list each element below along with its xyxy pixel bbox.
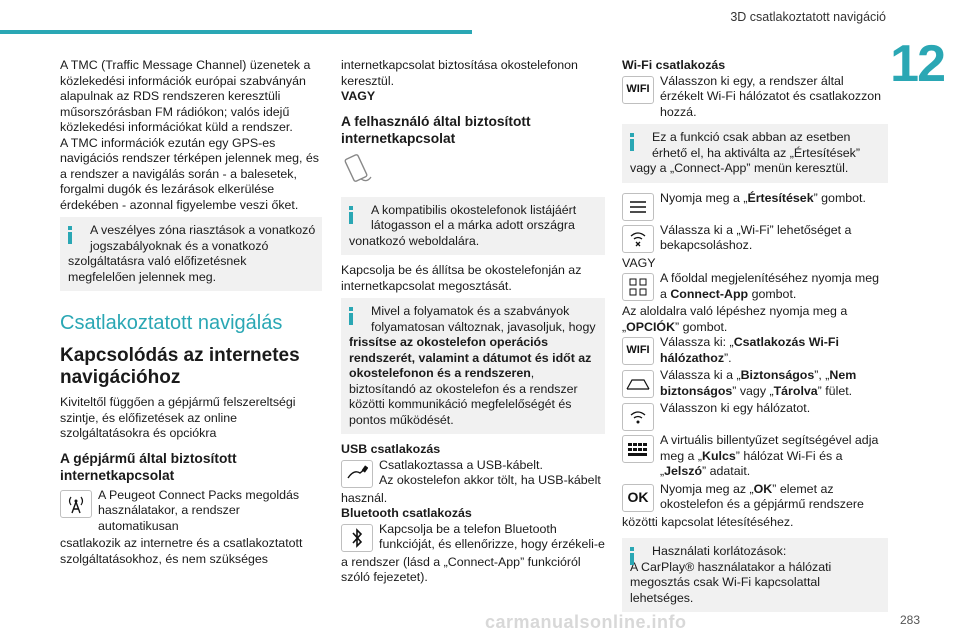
or-label: VAGY: [341, 89, 376, 103]
step-text: Az okostelefon akkor tölt, ha USB-kábelt: [379, 473, 601, 487]
paragraph: Kapcsolja be és állítsa be okostelefonján az internetkapcsolat megosztását.: [341, 263, 582, 293]
info-text: szolgáltatásra való előfizetésnek megfelelően jelennek meg.: [68, 254, 247, 284]
step-row: [622, 271, 888, 302]
step-text: A Peugeot Connect Packs megoldás használatakor, a rendszer automatikusan: [98, 487, 300, 533]
info-text: Használati korlátozások:: [652, 544, 787, 558]
column-3: [622, 58, 888, 620]
info-box: [341, 197, 605, 256]
step-row: [622, 368, 888, 399]
step-text: Nyomja meg a „: [660, 190, 748, 205]
column-1: [60, 58, 322, 567]
info-icon: [630, 547, 634, 565]
paragraph: A TMC (Traffic Message Channel) üzenetek a közlekedési információk európai szabványán alapulnak az RDS rendszeren keresztüli műsorszórásban FM rádiókon; valós idejű közlekedési információkat küld a rendszer.: [60, 58, 311, 134]
info-box: [60, 217, 322, 291]
info-text: , biztosítandó az okostelefon és a rendszer közötti kommunikáció megfelelőségét és pontos működését.: [349, 366, 578, 427]
info-bold-text: frissítse az okostelefon operációs rendszerét, valamint a dátumot és időt az okostelefonon és a rendszeren: [349, 335, 592, 380]
info-icon: [68, 226, 72, 244]
step-text: ” elemet az okostelefon és a gépjármű rendszere: [660, 481, 864, 511]
info-box: [622, 124, 888, 183]
chapter-number: 12: [890, 35, 944, 93]
info-text: Mivel a folyamatok és a szabványok folyamatosan változnak, javasoljuk, hogy: [371, 304, 596, 334]
step-text: Nyomja meg az „: [660, 481, 754, 496]
step-row: [622, 433, 888, 480]
antenna-icon: [60, 490, 92, 518]
step-text: ”.: [724, 350, 732, 365]
step-text-continued: közötti kapcsolat létesítéséhez.: [622, 514, 794, 529]
step-bold: Jelszó: [664, 464, 703, 478]
info-icon: [630, 133, 634, 151]
info-text: A kompatibilis okostelefonok listájáért látogasson el a márka adott országra: [371, 202, 577, 232]
info-text: Ez a funkció csak abban az esetben érhető el, ha aktiválta az „Értesítések”: [652, 130, 860, 160]
wifi-heading: Wi-Fi csatlakozás: [622, 58, 726, 72]
step-bold: Tárolva: [773, 383, 818, 398]
info-icon: [349, 206, 353, 224]
step-text: ” hálózat Wi-Fi és a „: [660, 448, 843, 478]
wifi-small-icon: [622, 403, 654, 431]
or-label: VAGY: [622, 255, 656, 270]
step-text: ” fület.: [817, 383, 853, 398]
step-row: [622, 223, 888, 254]
connect-app-icon: [622, 273, 654, 301]
step-row: [622, 401, 888, 431]
step-row: [622, 335, 888, 366]
page-number: 283: [899, 613, 920, 627]
subheading: A felhasználó által biztosított internetkapcsolat: [341, 113, 531, 146]
step-text: ” gombot.: [675, 319, 728, 334]
wifi-toggle-icon: [622, 225, 654, 253]
usb-heading: USB csatlakozás: [341, 442, 441, 456]
step-row: [341, 522, 605, 553]
step-text: ” gombot.: [813, 190, 866, 205]
keyboard-icon: [622, 435, 654, 463]
header-bar: [0, 30, 472, 34]
step-row: [341, 458, 605, 489]
step-bold: Biztonságos: [740, 368, 815, 382]
tabs-icon: [622, 370, 654, 398]
wifi-icon: WIFI: [622, 337, 654, 365]
step-text-continued: a rendszer (lásd a „Connect-App” funkcióról szóló fejezetet).: [341, 554, 581, 584]
step-text: ”, „: [814, 368, 830, 382]
step-text: A virtuális billentyűzet segítségével adja meg a „: [660, 433, 879, 463]
info-text: vonatkozó weboldalára.: [349, 233, 480, 248]
step-text: ” vagy „: [732, 383, 774, 398]
step-row: [622, 74, 888, 121]
column-2: [341, 58, 605, 586]
notifications-icon: [622, 193, 654, 221]
section-title: Csatlakoztatott navigálás: [60, 312, 283, 334]
step-bold: Kulcs: [702, 448, 736, 463]
watermark: carmanualsonline.info: [485, 612, 687, 632]
info-text: vagy a „Connect-App” menün keresztül.: [630, 161, 849, 175]
step-text: gombot.: [748, 286, 797, 301]
bluetooth-heading: Bluetooth csatlakozás: [341, 506, 472, 520]
info-box: [341, 298, 605, 434]
bluetooth-icon: [341, 524, 373, 552]
step-bold: Csatlakozás Wi-Fi hálózathoz: [660, 335, 839, 365]
step-text: Válassza ki: „: [660, 335, 734, 349]
step-text: ” adatait.: [702, 464, 751, 478]
info-text: A veszélyes zóna riasztások a vonatkozó jogszabályoknak és a vonatkozó: [90, 223, 316, 253]
step-text: Válasszon ki egy, a rendszer által érzékelt Wi-Fi hálózatot és csatlakozzon hozzá.: [660, 73, 882, 119]
info-box: [622, 538, 888, 612]
wifi-icon: WIFI: [622, 76, 654, 104]
phone-icon: [341, 151, 381, 189]
step-text-continued: csatlakozik az internetre és a csatlakoztatott szolgáltatásokhoz, és nem szükséges: [60, 536, 303, 566]
step-text: Válassza ki a „Wi-Fi” lehetőséget a bekapcsoláshoz.: [660, 222, 852, 252]
step-row: [622, 482, 888, 513]
step-text: Kapcsolja be a telefon Bluetooth funkcióját, és ellenőrizze, hogy érzékeli-e: [379, 521, 605, 551]
paragraph: Kiviteltől függően a gépjármű felszereltségi szintje, és előfizetések az online szolgáltatásokra és opciókra: [60, 395, 296, 440]
subheading: A gépjármű által biztosított internetkapcsolat: [60, 450, 237, 483]
step-text: Csatlakoztassa a USB-kábelt.: [379, 457, 543, 472]
step-bold: OPCIÓK: [626, 319, 676, 334]
header-title: 3D csatlakoztatott navigáció: [730, 10, 886, 24]
step-text: A főoldal megjelenítéséhez nyomja meg a: [660, 271, 880, 301]
step-text: Válassza ki a „: [660, 368, 741, 382]
step-bold: Értesítések: [747, 190, 814, 205]
heading: Kapcsolódás az internetes navigációhoz: [60, 345, 300, 388]
usb-icon: [341, 460, 373, 488]
info-icon: [349, 307, 353, 325]
step-row: [622, 191, 888, 221]
step-row: [60, 488, 322, 535]
paragraph: A TMC információk ezután egy GPS-es navigációs rendszer térképen jelennek meg, és a rendszer a navigálás során - a balesetek, forgalmi dugók és lezárások elkerülése érdekében - azonnal figyelembe veszi őket.: [60, 135, 319, 212]
paragraph: internetkapcsolat biztosítása okostelefonon keresztül.: [341, 58, 578, 88]
step-text: Az aloldalra való lépéshez nyomja meg a „: [622, 304, 848, 334]
step-bold: Connect-App: [670, 286, 749, 301]
step-text: Válasszon ki egy hálózatot.: [660, 401, 811, 415]
step-bold: OK: [753, 481, 773, 496]
step-text-continued: használ.: [341, 490, 388, 505]
step-bold: Nem biztonságos: [660, 368, 857, 398]
info-text: A CarPlay® használatakor a hálózati megosztás csak Wi-Fi kapcsolattal lehetséges.: [630, 559, 832, 605]
ok-icon: OK: [622, 484, 654, 512]
